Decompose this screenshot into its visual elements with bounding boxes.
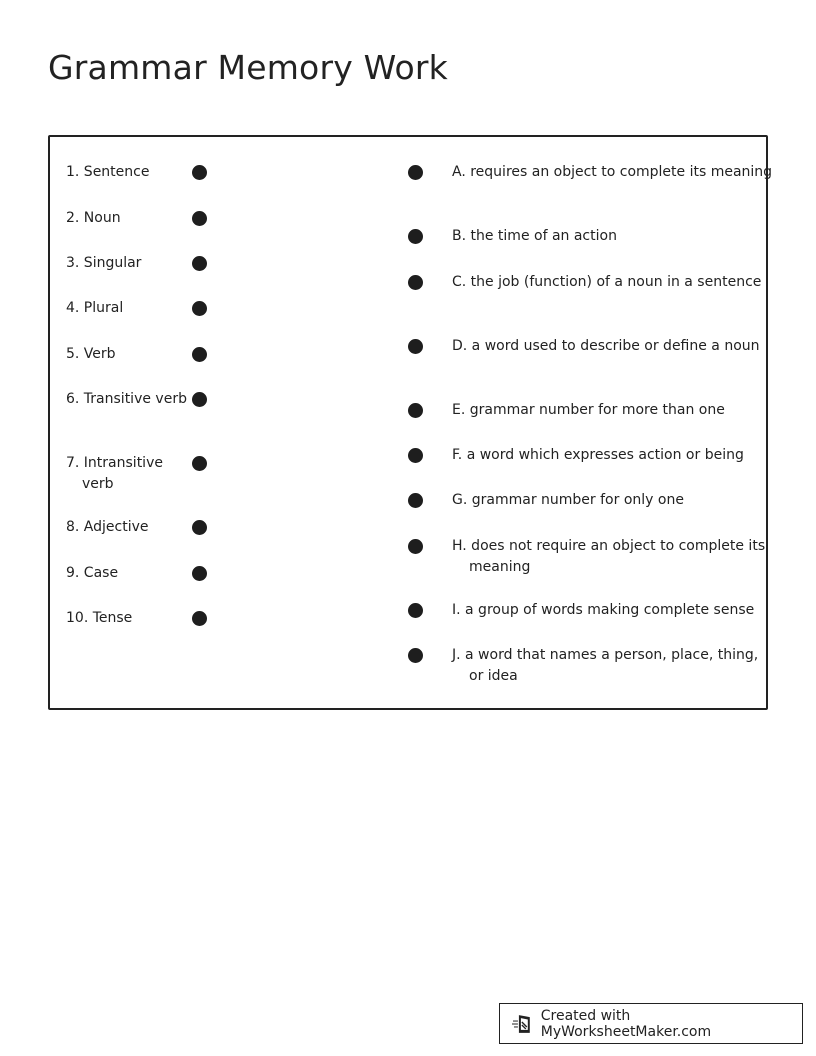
connector-dot[interactable] [192, 347, 207, 362]
connector-dot[interactable] [192, 211, 207, 226]
term-label: 5. Verb [66, 346, 116, 362]
definition-label: C. the job (function) of a noun in a sentence [452, 274, 762, 290]
connector-dot[interactable] [192, 520, 207, 535]
connector-dot[interactable] [408, 648, 423, 663]
connector-dot[interactable] [192, 256, 207, 271]
connector-dot[interactable] [192, 392, 207, 407]
connector-dot[interactable] [408, 448, 423, 463]
term-label: 2. Noun [66, 210, 121, 226]
matching-box [48, 135, 773, 710]
definition-label: B. the time of an action [452, 228, 617, 244]
definition-item [408, 400, 758, 421]
term-item [66, 517, 236, 538]
term-item [66, 208, 236, 229]
term-label: 3. Singular [66, 255, 142, 271]
created-with-badge[interactable] [499, 1003, 803, 1044]
connector-dot[interactable] [408, 275, 423, 290]
definition-item [408, 162, 773, 183]
definition-label: G. grammar number for only one [452, 492, 684, 508]
definition-item [408, 600, 758, 621]
connector-dot[interactable] [192, 566, 207, 581]
connector-dot[interactable] [408, 603, 423, 618]
definition-label: A. requires an object to complete its meaning [452, 164, 773, 180]
term-item [66, 162, 236, 183]
definition-item [408, 490, 758, 511]
worksheet-maker-logo-icon [512, 1013, 534, 1035]
term-item [66, 389, 236, 410]
connector-dot[interactable] [408, 403, 423, 418]
term-label: 7. Intransitive verb [66, 455, 163, 492]
definition-item [408, 272, 762, 293]
connector-dot[interactable] [408, 229, 423, 244]
term-label: 10. Tense [66, 610, 133, 626]
definition-label: J. a word that names a person, place, thing, or idea [452, 647, 759, 684]
connector-dot[interactable] [408, 165, 423, 180]
definition-item [408, 536, 766, 578]
definition-label: F. a word which expresses action or being [452, 447, 744, 463]
term-item [66, 608, 236, 629]
connector-dot[interactable] [192, 456, 207, 471]
term-label: 4. Plural [66, 300, 124, 316]
term-label: 1. Sentence [66, 164, 150, 180]
term-item [66, 453, 236, 495]
definition-label: D. a word used to describe or define a noun [452, 338, 760, 354]
definition-item [408, 445, 758, 466]
page-title: Grammar Memory Work [48, 48, 448, 87]
footer-text: Created with MyWorksheetMaker.com [540, 1007, 712, 1040]
definition-label: E. grammar number for more than one [452, 402, 725, 418]
term-item [66, 563, 236, 584]
definition-item [408, 336, 758, 357]
definition-label: I. a group of words making complete sense [452, 602, 755, 618]
connector-dot[interactable] [408, 493, 423, 508]
term-item [66, 298, 236, 319]
connector-dot[interactable] [408, 539, 423, 554]
term-item [66, 253, 236, 274]
connector-dot[interactable] [192, 165, 207, 180]
connector-dot[interactable] [408, 339, 423, 354]
term-label: 6. Transitive verb [66, 391, 187, 407]
definition-item [408, 645, 758, 687]
term-label: 9. Case [66, 565, 119, 581]
connector-dot[interactable] [192, 301, 207, 316]
term-label: 8. Adjective [66, 519, 149, 535]
term-item [66, 344, 236, 365]
definition-item [408, 226, 758, 247]
definition-label: H. does not require an object to complete its meaning [452, 538, 766, 575]
connector-dot[interactable] [192, 611, 207, 626]
